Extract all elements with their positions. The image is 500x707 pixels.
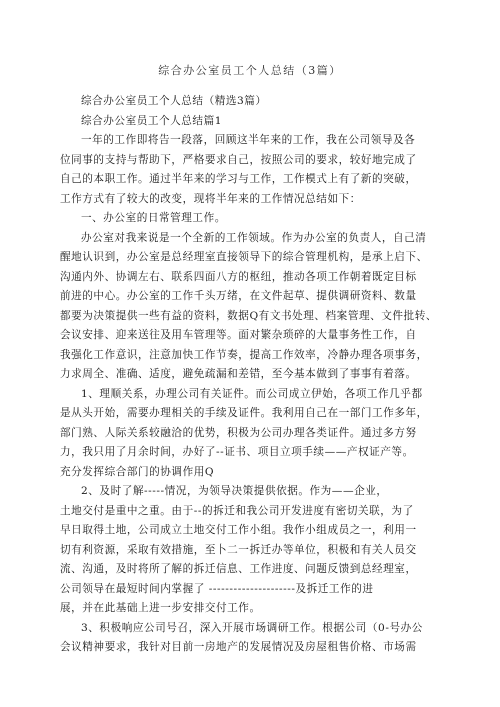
body-line: 是从头开始，需要办理相关的手续及证件。我利用自己在一部门工作多年， (60, 407, 428, 419)
body-line: 会议安排、迎来送往及用车管理等。面对繁杂琐碎的大量事务性工作，自 (60, 329, 417, 341)
body-line: 会议精神要求，我针对目前一房地产的发展情况及房屋租售价格、市场需 (60, 641, 417, 653)
body-line: 办公室对我来说是一个全新的工作领域。作为办公室的负责人，自己清 (81, 231, 427, 244)
body-line: 我强化工作意识，注意加快工作节奏，提高工作效率，冷静办理各项事务， (60, 348, 428, 361)
body-line: 公司领导在最短时间内掌握了 ---------------------及拆迁工作的进 (60, 582, 374, 595)
body-line: 综合办公室员工个人总结（精选3篇） (81, 95, 267, 107)
body-line: 力求周全、准确、适度，避免疏漏和差错，至今基本做到了事事有着落。 (60, 368, 417, 380)
document-body (60, 92, 440, 658)
body-line: 充分发挥综合部门的协调作用Q (60, 465, 215, 478)
body-line: 醒地认识到，办公室是总经理室直接领导下的综合管理机构，是承上启下、 (60, 251, 428, 263)
body-line: 前进的中心。办公室的工作千头万绪，在文件起草、提供调研资料、数量 (60, 290, 417, 302)
body-line: 一、办公室的日常管理工作。 (81, 212, 226, 224)
body-line: 自己的本职工作。通过半年来的学习与工作，工作模式上有了新的突破， (60, 173, 417, 185)
document-title: 综合办公室员工个人总结（3篇） (158, 64, 342, 77)
body-line: 综合办公室员工个人总结篇1 (81, 114, 223, 127)
body-line: 工作方式有了较大的改变，现将半年来的工作情况总结如下： (60, 192, 361, 205)
body-line: 沟通内外、协调左右、联系四面八方的枢纽，推动各项工作朝着既定目标 (60, 270, 417, 283)
body-line: 流、沟通，及时将所了解的拆迁信息、工作进度、问题反馈到总经理室， (60, 563, 417, 575)
body-line: 3、积极响应公司号召，深入开展市场调研工作。根据公司（0-号办公 (81, 621, 423, 634)
body-line: 一年的工作即将告一段落，回顾这半年来的工作，我在公司领导及各 (81, 134, 416, 146)
body-line: 部门熟、人际关系较融洽的优势，积极为公司办理各类证件。通过多方努 (60, 426, 417, 439)
body-line: 都要为决策提供一些有益的资料，数据Q有文书处理、档案管理、文件批转、 (60, 309, 437, 322)
body-line: 1、理顺关系，办理公司有关证件。而公司成立伊始，各项工作几乎都 (81, 387, 423, 400)
body-line: 切有利资源，采取有效措施，至卜二一拆迁办等单位，积极和有关人员交 (60, 543, 417, 556)
body-line: 2、及时了解-----情况，为领导决策提供依据。作为——企业， (81, 485, 388, 497)
body-line: 展，并在此基础上进一步安排交付工作。 (60, 602, 261, 614)
body-line: 早日取得土地，公司成立土地交付工作小组。我作小组成员之一，利用一 (60, 524, 417, 536)
body-line: 土地交付是重中之重。由于--的拆迁和我公司开发进度有密切关联，为了 (60, 504, 414, 517)
body-line: 位同事的支持与帮助下，严格要求自己，按照公司的要求，较好地完成了 (60, 153, 417, 166)
body-line: 力，我只用了月余时间，办好了--证书、项目立项手续——产权证产等。 (60, 446, 414, 458)
